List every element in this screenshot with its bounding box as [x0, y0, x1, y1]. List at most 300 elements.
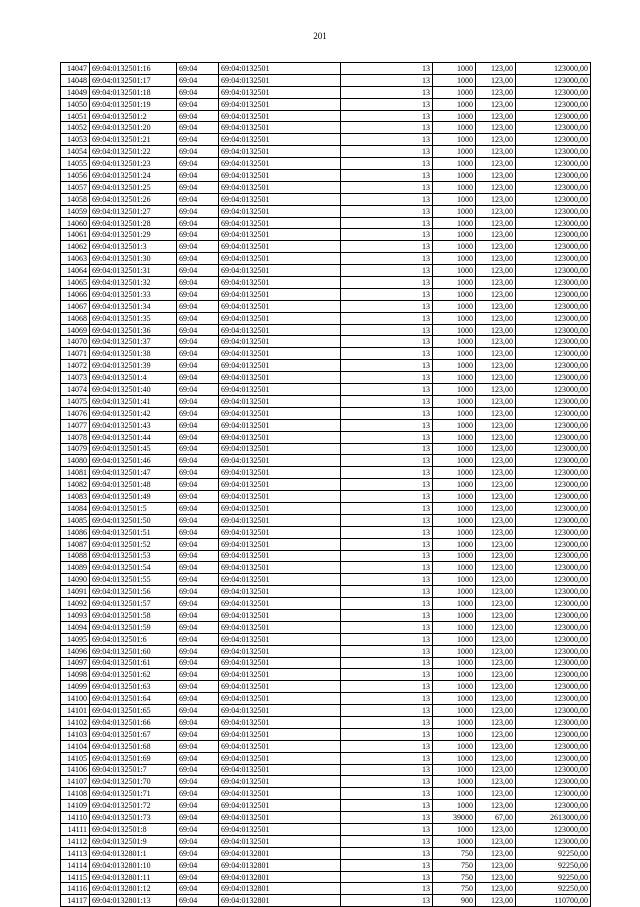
group-code-cell: 13: [341, 372, 433, 384]
table-row: [61, 146, 591, 158]
cadastral-number-cell: 69:04:0132501:55: [90, 574, 177, 586]
unit-price-cell: 123,00: [476, 324, 516, 336]
cadastral-number-cell: 69:04:0132501:20: [90, 122, 177, 134]
unit-price-cell: 123,00: [476, 657, 516, 669]
cadastral-block-cell: 69:04:0132501: [219, 550, 341, 562]
cadastral-number-cell: 69:04:0132501:37: [90, 336, 177, 348]
table-row: [61, 372, 591, 384]
row-number-cell: 14111: [61, 824, 90, 836]
cadastral-block-cell: 69:04:0132501: [219, 324, 341, 336]
table-row: [61, 205, 591, 217]
group-code-cell: 13: [341, 847, 433, 859]
cadastral-number-cell: 69:04:0132501:26: [90, 193, 177, 205]
cadastral-block-cell: 69:04:0132501: [219, 812, 341, 824]
table-row: [61, 324, 591, 336]
region-code-cell: 69:04: [177, 895, 219, 907]
group-code-cell: 13: [341, 170, 433, 182]
table-row: [61, 467, 591, 479]
region-code-cell: 69:04: [177, 193, 219, 205]
region-code-cell: 69:04: [177, 170, 219, 182]
unit-price-cell: 123,00: [476, 467, 516, 479]
table-row: [61, 514, 591, 526]
cadastral-block-cell: 69:04:0132801: [219, 871, 341, 883]
unit-price-cell: 123,00: [476, 455, 516, 467]
cadastral-block-cell: 69:04:0132501: [219, 562, 341, 574]
area-cell: 1000: [433, 74, 476, 86]
value-cell: 123000,00: [516, 598, 591, 610]
cadastral-number-cell: 69:04:0132501:57: [90, 598, 177, 610]
cadastral-number-cell: 69:04:0132501:42: [90, 407, 177, 419]
table-row: [61, 419, 591, 431]
table-row: [61, 681, 591, 693]
area-cell: 1000: [433, 277, 476, 289]
value-cell: 123000,00: [516, 467, 591, 479]
cadastral-block-cell: 69:04:0132501: [219, 491, 341, 503]
row-number-cell: 14094: [61, 621, 90, 633]
cadastral-number-cell: 69:04:0132501:64: [90, 693, 177, 705]
group-code-cell: 13: [341, 86, 433, 98]
row-number-cell: 14114: [61, 859, 90, 871]
region-code-cell: 69:04: [177, 146, 219, 158]
cadastral-block-cell: 69:04:0132501: [219, 633, 341, 645]
area-cell: 1000: [433, 241, 476, 253]
value-cell: 123000,00: [516, 431, 591, 443]
table-row: [61, 395, 591, 407]
region-code-cell: 69:04: [177, 431, 219, 443]
cadastral-block-cell: 69:04:0132501: [219, 705, 341, 717]
cadastral-number-cell: 69:04:0132501:31: [90, 265, 177, 277]
value-cell: 123000,00: [516, 669, 591, 681]
cadastral-block-cell: 69:04:0132501: [219, 265, 341, 277]
row-number-cell: 14092: [61, 598, 90, 610]
value-cell: 123000,00: [516, 502, 591, 514]
table-row: [61, 502, 591, 514]
unit-price-cell: 123,00: [476, 98, 516, 110]
cadastral-number-cell: 69:04:0132501:28: [90, 217, 177, 229]
table-row: [61, 491, 591, 503]
cadastral-number-cell: 69:04:0132501:51: [90, 526, 177, 538]
value-cell: 123000,00: [516, 217, 591, 229]
value-cell: 123000,00: [516, 693, 591, 705]
region-code-cell: 69:04: [177, 550, 219, 562]
cadastral-number-cell: 69:04:0132801:12: [90, 883, 177, 895]
region-code-cell: 69:04: [177, 74, 219, 86]
group-code-cell: 13: [341, 562, 433, 574]
area-cell: 1000: [433, 609, 476, 621]
region-code-cell: 69:04: [177, 467, 219, 479]
cadastral-block-cell: 69:04:0132501: [219, 621, 341, 633]
value-cell: 123000,00: [516, 562, 591, 574]
row-number-cell: 14049: [61, 86, 90, 98]
cadastral-block-cell: 69:04:0132501: [219, 479, 341, 491]
cadastral-number-cell: 69:04:0132501:60: [90, 645, 177, 657]
table-row: [61, 716, 591, 728]
cadastral-block-cell: 69:04:0132501: [219, 514, 341, 526]
area-cell: 1000: [433, 824, 476, 836]
area-cell: 1000: [433, 467, 476, 479]
region-code-cell: 69:04: [177, 134, 219, 146]
row-number-cell: 14066: [61, 288, 90, 300]
unit-price-cell: 123,00: [476, 122, 516, 134]
region-code-cell: 69:04: [177, 835, 219, 847]
table-row: [61, 217, 591, 229]
cadastral-number-cell: 69:04:0132501:40: [90, 384, 177, 396]
value-cell: 92250,00: [516, 859, 591, 871]
region-code-cell: 69:04: [177, 312, 219, 324]
region-code-cell: 69:04: [177, 645, 219, 657]
group-code-cell: 13: [341, 407, 433, 419]
area-cell: 1000: [433, 526, 476, 538]
row-number-cell: 14100: [61, 693, 90, 705]
value-cell: 123000,00: [516, 526, 591, 538]
row-number-cell: 14108: [61, 788, 90, 800]
table-row: [61, 479, 591, 491]
table-row: [61, 336, 591, 348]
table-row: [61, 586, 591, 598]
group-code-cell: 13: [341, 324, 433, 336]
area-cell: 750: [433, 847, 476, 859]
cadastral-block-cell: 69:04:0132501: [219, 443, 341, 455]
row-number-cell: 14047: [61, 63, 90, 75]
table-row: [61, 657, 591, 669]
value-cell: 123000,00: [516, 360, 591, 372]
table-row: [61, 360, 591, 372]
cadastral-block-cell: 69:04:0132501: [219, 728, 341, 740]
row-number-cell: 14051: [61, 110, 90, 122]
group-code-cell: 13: [341, 764, 433, 776]
unit-price-cell: 123,00: [476, 633, 516, 645]
area-cell: 1000: [433, 229, 476, 241]
cadastral-block-cell: 69:04:0132501: [219, 538, 341, 550]
region-code-cell: 69:04: [177, 598, 219, 610]
cadastral-block-cell: 69:04:0132501: [219, 764, 341, 776]
row-number-cell: 14082: [61, 479, 90, 491]
table-row: [61, 562, 591, 574]
group-code-cell: 13: [341, 229, 433, 241]
table-row: [61, 265, 591, 277]
value-cell: 123000,00: [516, 86, 591, 98]
group-code-cell: 13: [341, 895, 433, 907]
value-cell: 92250,00: [516, 871, 591, 883]
table-row: [61, 669, 591, 681]
table-row: [61, 526, 591, 538]
group-code-cell: 13: [341, 514, 433, 526]
cadastral-number-cell: 69:04:0132501:8: [90, 824, 177, 836]
area-cell: 1000: [433, 562, 476, 574]
cadastral-block-cell: 69:04:0132501: [219, 395, 341, 407]
row-number-cell: 14050: [61, 98, 90, 110]
unit-price-cell: 123,00: [476, 241, 516, 253]
unit-price-cell: 123,00: [476, 871, 516, 883]
unit-price-cell: 123,00: [476, 752, 516, 764]
value-cell: 110700,00: [516, 895, 591, 907]
area-cell: 750: [433, 883, 476, 895]
group-code-cell: 13: [341, 621, 433, 633]
group-code-cell: 13: [341, 205, 433, 217]
region-code-cell: 69:04: [177, 728, 219, 740]
cadastral-block-cell: 69:04:0132501: [219, 788, 341, 800]
table-row: [61, 740, 591, 752]
row-number-cell: 14064: [61, 265, 90, 277]
group-code-cell: 13: [341, 586, 433, 598]
unit-price-cell: 123,00: [476, 360, 516, 372]
area-cell: 1000: [433, 800, 476, 812]
unit-price-cell: 123,00: [476, 681, 516, 693]
region-code-cell: 69:04: [177, 764, 219, 776]
unit-price-cell: 123,00: [476, 669, 516, 681]
group-code-cell: 13: [341, 158, 433, 170]
row-number-cell: 14081: [61, 467, 90, 479]
cadastral-number-cell: 69:04:0132501:3: [90, 241, 177, 253]
cadastral-number-cell: 69:04:0132501:46: [90, 455, 177, 467]
group-code-cell: 13: [341, 277, 433, 289]
cadastral-block-cell: 69:04:0132501: [219, 574, 341, 586]
cadastral-block-cell: 69:04:0132501: [219, 288, 341, 300]
area-cell: 1000: [433, 134, 476, 146]
cadastral-block-cell: 69:04:0132501: [219, 241, 341, 253]
unit-price-cell: 123,00: [476, 514, 516, 526]
row-number-cell: 14115: [61, 871, 90, 883]
table-row: [61, 859, 591, 871]
unit-price-cell: 123,00: [476, 550, 516, 562]
unit-price-cell: 123,00: [476, 372, 516, 384]
value-cell: 123000,00: [516, 277, 591, 289]
cadastral-block-cell: 69:04:0132801: [219, 895, 341, 907]
unit-price-cell: 123,00: [476, 883, 516, 895]
cadastral-number-cell: 69:04:0132501:22: [90, 146, 177, 158]
row-number-cell: 14087: [61, 538, 90, 550]
group-code-cell: 13: [341, 181, 433, 193]
cadastral-block-cell: 69:04:0132501: [219, 609, 341, 621]
row-number-cell: 14112: [61, 835, 90, 847]
cadastral-block-cell: 69:04:0132501: [219, 158, 341, 170]
table-row: [61, 253, 591, 265]
cadastral-number-cell: 69:04:0132501:73: [90, 812, 177, 824]
row-number-cell: 14099: [61, 681, 90, 693]
group-code-cell: 13: [341, 788, 433, 800]
unit-price-cell: 123,00: [476, 86, 516, 98]
region-code-cell: 69:04: [177, 871, 219, 883]
value-cell: 123000,00: [516, 229, 591, 241]
area-cell: 1000: [433, 181, 476, 193]
group-code-cell: 13: [341, 431, 433, 443]
group-code-cell: 13: [341, 657, 433, 669]
area-cell: 1000: [433, 645, 476, 657]
region-code-cell: 69:04: [177, 621, 219, 633]
row-number-cell: 14052: [61, 122, 90, 134]
cadastral-block-cell: 69:04:0132501: [219, 586, 341, 598]
region-code-cell: 69:04: [177, 479, 219, 491]
area-cell: 1000: [433, 253, 476, 265]
row-number-cell: 14116: [61, 883, 90, 895]
cadastral-number-cell: 69:04:0132501:59: [90, 621, 177, 633]
table-row: [61, 288, 591, 300]
value-cell: 123000,00: [516, 395, 591, 407]
unit-price-cell: 123,00: [476, 277, 516, 289]
unit-price-cell: 123,00: [476, 716, 516, 728]
group-code-cell: 13: [341, 824, 433, 836]
area-cell: 1000: [433, 716, 476, 728]
group-code-cell: 13: [341, 502, 433, 514]
region-code-cell: 69:04: [177, 716, 219, 728]
value-cell: 123000,00: [516, 443, 591, 455]
cadastral-block-cell: 69:04:0132501: [219, 598, 341, 610]
cadastral-number-cell: 69:04:0132501:63: [90, 681, 177, 693]
region-code-cell: 69:04: [177, 205, 219, 217]
region-code-cell: 69:04: [177, 360, 219, 372]
group-code-cell: 13: [341, 419, 433, 431]
area-cell: 1000: [433, 835, 476, 847]
cadastral-block-cell: 69:04:0132501: [219, 170, 341, 182]
group-code-cell: 13: [341, 193, 433, 205]
region-code-cell: 69:04: [177, 812, 219, 824]
cadastral-block-cell: 69:04:0132501: [219, 776, 341, 788]
value-cell: 123000,00: [516, 98, 591, 110]
unit-price-cell: 123,00: [476, 288, 516, 300]
area-cell: 1000: [433, 574, 476, 586]
group-code-cell: 13: [341, 479, 433, 491]
row-number-cell: 14053: [61, 134, 90, 146]
cadastral-number-cell: 69:04:0132501:61: [90, 657, 177, 669]
region-code-cell: 69:04: [177, 859, 219, 871]
unit-price-cell: 123,00: [476, 253, 516, 265]
unit-price-cell: 123,00: [476, 336, 516, 348]
cadastral-number-cell: 69:04:0132501:21: [90, 134, 177, 146]
region-code-cell: 69:04: [177, 158, 219, 170]
unit-price-cell: 123,00: [476, 824, 516, 836]
region-code-cell: 69:04: [177, 407, 219, 419]
area-cell: 1000: [433, 193, 476, 205]
unit-price-cell: 123,00: [476, 800, 516, 812]
cadastral-number-cell: 69:04:0132501:29: [90, 229, 177, 241]
table-row: [61, 98, 591, 110]
value-cell: 123000,00: [516, 372, 591, 384]
unit-price-cell: 123,00: [476, 526, 516, 538]
value-cell: 123000,00: [516, 384, 591, 396]
cadastral-block-cell: 69:04:0132501: [219, 681, 341, 693]
region-code-cell: 69:04: [177, 395, 219, 407]
cadastral-block-cell: 69:04:0132501: [219, 336, 341, 348]
region-code-cell: 69:04: [177, 740, 219, 752]
cadastral-number-cell: 69:04:0132501:35: [90, 312, 177, 324]
region-code-cell: 69:04: [177, 788, 219, 800]
value-cell: 123000,00: [516, 538, 591, 550]
table-row: [61, 407, 591, 419]
cadastral-number-cell: 69:04:0132501:18: [90, 86, 177, 98]
area-cell: 1000: [433, 776, 476, 788]
cadastral-number-cell: 69:04:0132501:72: [90, 800, 177, 812]
table-row: [61, 134, 591, 146]
region-code-cell: 69:04: [177, 348, 219, 360]
value-cell: 123000,00: [516, 705, 591, 717]
unit-price-cell: 123,00: [476, 764, 516, 776]
group-code-cell: 13: [341, 443, 433, 455]
table-row: [61, 728, 591, 740]
value-cell: 123000,00: [516, 716, 591, 728]
row-number-cell: 14101: [61, 705, 90, 717]
area-cell: 1000: [433, 265, 476, 277]
table-row: [61, 348, 591, 360]
cadastral-block-cell: 69:04:0132501: [219, 277, 341, 289]
row-number-cell: 14077: [61, 419, 90, 431]
cadastral-block-cell: 69:04:0132501: [219, 431, 341, 443]
area-cell: 1000: [433, 146, 476, 158]
cadastral-number-cell: 69:04:0132501:69: [90, 752, 177, 764]
group-code-cell: 13: [341, 300, 433, 312]
row-number-cell: 14096: [61, 645, 90, 657]
cadastral-block-cell: 69:04:0132501: [219, 110, 341, 122]
region-code-cell: 69:04: [177, 514, 219, 526]
value-cell: 123000,00: [516, 788, 591, 800]
area-cell: 1000: [433, 384, 476, 396]
region-code-cell: 69:04: [177, 324, 219, 336]
region-code-cell: 69:04: [177, 609, 219, 621]
value-cell: 123000,00: [516, 312, 591, 324]
cadastral-number-cell: 69:04:0132801:11: [90, 871, 177, 883]
table-row: [61, 277, 591, 289]
cadastral-number-cell: 69:04:0132501:27: [90, 205, 177, 217]
value-cell: 123000,00: [516, 728, 591, 740]
value-cell: 123000,00: [516, 479, 591, 491]
page-number: 201: [313, 31, 327, 41]
row-number-cell: 14093: [61, 609, 90, 621]
cadastral-block-cell: 69:04:0132501: [219, 217, 341, 229]
group-code-cell: 13: [341, 538, 433, 550]
unit-price-cell: 123,00: [476, 158, 516, 170]
table-row: [61, 788, 591, 800]
area-cell: 1000: [433, 372, 476, 384]
group-code-cell: 13: [341, 633, 433, 645]
area-cell: 1000: [433, 788, 476, 800]
value-cell: 92250,00: [516, 847, 591, 859]
area-cell: 1000: [433, 395, 476, 407]
group-code-cell: 13: [341, 98, 433, 110]
cadastral-number-cell: 69:04:0132501:48: [90, 479, 177, 491]
group-code-cell: 13: [341, 883, 433, 895]
cadastral-block-cell: 69:04:0132501: [219, 669, 341, 681]
row-number-cell: 14095: [61, 633, 90, 645]
cadastral-block-cell: 69:04:0132501: [219, 181, 341, 193]
cadastral-number-cell: 69:04:0132501:70: [90, 776, 177, 788]
group-code-cell: 13: [341, 395, 433, 407]
cadastral-block-cell: 69:04:0132501: [219, 63, 341, 75]
group-code-cell: 13: [341, 716, 433, 728]
region-code-cell: 69:04: [177, 586, 219, 598]
value-cell: 123000,00: [516, 253, 591, 265]
table-row: [61, 609, 591, 621]
area-cell: 1000: [433, 669, 476, 681]
row-number-cell: 14110: [61, 812, 90, 824]
row-number-cell: 14070: [61, 336, 90, 348]
region-code-cell: 69:04: [177, 122, 219, 134]
cadastral-number-cell: 69:04:0132501:24: [90, 170, 177, 182]
cadastral-number-cell: 69:04:0132501:19: [90, 98, 177, 110]
cadastral-block-cell: 69:04:0132501: [219, 716, 341, 728]
unit-price-cell: 123,00: [476, 776, 516, 788]
unit-price-cell: 123,00: [476, 407, 516, 419]
cadastral-number-cell: 69:04:0132501:30: [90, 253, 177, 265]
cadastral-number-cell: 69:04:0132501:36: [90, 324, 177, 336]
area-cell: 750: [433, 859, 476, 871]
value-cell: 123000,00: [516, 681, 591, 693]
area-cell: 1000: [433, 288, 476, 300]
value-cell: 123000,00: [516, 574, 591, 586]
cadastral-block-cell: 69:04:0132501: [219, 86, 341, 98]
row-number-cell: 14091: [61, 586, 90, 598]
row-number-cell: 14105: [61, 752, 90, 764]
area-cell: 1000: [433, 63, 476, 75]
region-code-cell: 69:04: [177, 241, 219, 253]
